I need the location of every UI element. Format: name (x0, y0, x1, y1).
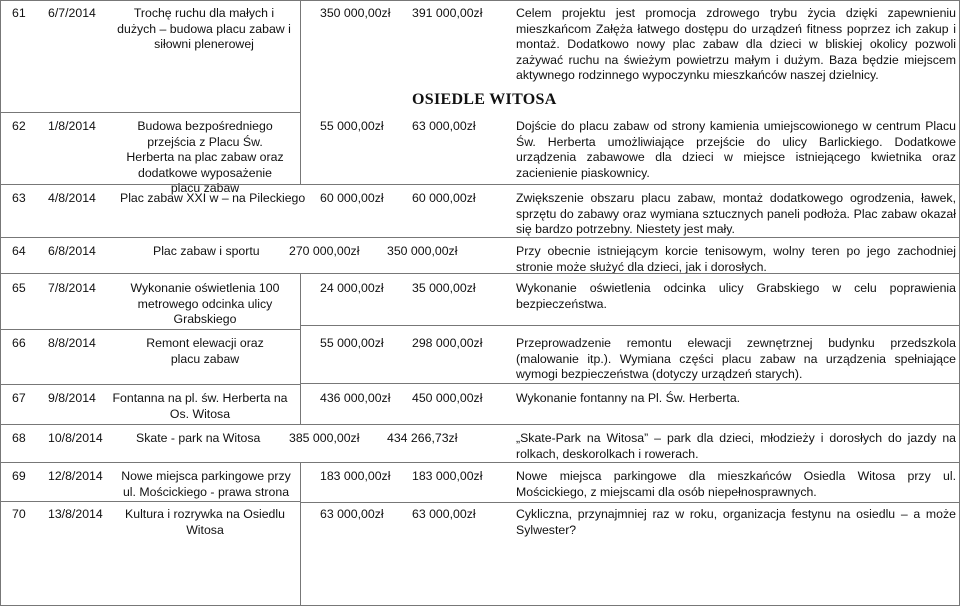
row-date: 9/8/2014 (48, 391, 96, 405)
divider (0, 237, 960, 238)
section-heading: OSIEDLE WITOSA (412, 91, 557, 108)
row-description: Przeprowadzenie remontu elewacji zewnętrznej budynku przedszkola (malowanie itp.). Wymiana części placu zabaw na urządzenia spełniające wymogi bezpieczeństwa (dotyczy urządzeń starych). (516, 336, 956, 381)
row-cost: 24 000,00zł (320, 281, 384, 295)
divider (300, 502, 960, 503)
row-value: 63 000,00zł (412, 507, 476, 521)
row-date: 13/8/2014 (48, 507, 103, 521)
divider (0, 384, 300, 385)
row-cost: 63 000,00zł (320, 507, 384, 521)
divider (0, 273, 960, 274)
row-number: 69 (12, 469, 26, 483)
row-value: 434 266,73zł (387, 431, 458, 445)
row-value: 183 000,00zł (412, 469, 483, 483)
row-cost: 55 000,00zł (320, 119, 384, 133)
divider (0, 501, 300, 502)
row-title: Wykonanie oświetlenia 100 metrowego odcinka ulicy Grabskiego (130, 281, 280, 326)
row-description: Przy obecnie istniejącym korcie tenisowym, wolny teren po jego zachodniej stronie może służyć dla dzieci, jak i dorosłych. (516, 244, 956, 274)
row-description: Wykonanie fontanny na Pl. Św. Herberta. (516, 391, 741, 405)
row-date: 12/8/2014 (48, 469, 103, 483)
row-cost: 436 000,00zł (320, 391, 391, 405)
row-description: Dojście do placu zabaw od strony kamienia umiejscowionego w centrum Placu Św. Herberta umożliwiające przejście do ulicy Barlickiego. Dodatkowe urządzenia zabawowe dla dzieci w miejsce istniejącego kwietnika oraz zacienienie piaskownicy. (516, 119, 956, 180)
row-cost: 270 000,00zł (289, 244, 360, 258)
row-date: 1/8/2014 (48, 119, 96, 133)
divider (0, 112, 300, 113)
row-description: Nowe miejsca parkingowe dla mieszkańców Osiedla Witosa przy ul. Mościckiego, z miejscami dla osób niepełnosprawnych. (516, 469, 956, 499)
row-date: 6/7/2014 (48, 6, 96, 20)
row-number: 62 (12, 119, 26, 133)
row-number: 65 (12, 281, 26, 295)
row-cost: 55 000,00zł (320, 336, 384, 350)
row-number: 67 (12, 391, 26, 405)
row-title: Budowa bezpośredniego przejścia z Placu Św. Herberta na plac zabaw oraz dodatkowe wyposażenie placu zabaw (126, 119, 284, 195)
row-title: Nowe miejsca parkingowe przy ul. Mościckiego - prawa strona (121, 469, 291, 499)
divider (0, 424, 960, 425)
row-title: Remont elewacji oraz placu zabaw (146, 336, 264, 366)
row-cost: 385 000,00zł (289, 431, 360, 445)
row-title: Trochę ruchu dla małych i dużych – budowa placu zabaw i siłowni plenerowej (117, 6, 291, 51)
row-description: „Skate-Park na Witosa” – park dla dzieci, młodzieży i dorosłych do jazdy na rolkach, deskorolkach i rowerach. (516, 431, 956, 461)
row-title: Fontanna na pl. św. Herberta na Os. Witosa (112, 391, 288, 421)
row-description: Cykliczna, przynajmniej raz w roku, organizacja festynu na osiedlu – a może Sylwester? (516, 507, 956, 537)
column-divider (300, 0, 301, 184)
row-value: 350 000,00zł (387, 244, 458, 258)
row-title: Skate - park na Witosa (136, 431, 261, 445)
row-value: 450 000,00zł (412, 391, 483, 405)
divider (300, 383, 960, 384)
row-description: Wykonanie oświetlenia odcinka ulicy Grabskiego w celu poprawienia bezpieczeństwa. (516, 281, 956, 311)
row-date: 7/8/2014 (48, 281, 96, 295)
row-title: Kultura i rozrywka na Osiedlu Witosa (125, 507, 285, 537)
row-cost: 60 000,00zł (320, 191, 384, 205)
row-description: Celem projektu jest promocja zdrowego trybu życia dzięki zapewnieniu mieszkańcom Załęża łatwego dostępu do urządzeń fitness poprzez ich zakup i montaż. Dodatkowo nowy plac zabaw dla dzieci w bliskiej okolicy pozwoli zażywać ruchu na świeżym powietrzu małym i dużym. Baza będzie miejscem aktywnego rodzinnego wypoczynku mieszkańców naszej dzielnicy. (516, 6, 956, 82)
row-title: Plac zabaw XXI w – na Pileckiego (120, 191, 306, 205)
row-title: Plac zabaw i sportu (153, 244, 260, 258)
row-value: 35 000,00zł (412, 281, 476, 295)
row-number: 66 (12, 336, 26, 350)
row-date: 4/8/2014 (48, 191, 96, 205)
row-description: Zwiększenie obszaru placu zabaw, montaż dodatkowego ogrodzenia, ławek, sprzętu do zabawy oraz wymiana sztucznych paneli podłoża. Plac zabaw okazał się bardzo potrzebny. Niestety jest mały. (516, 191, 956, 236)
row-value: 391 000,00zł (412, 6, 483, 20)
divider (0, 462, 960, 463)
row-date: 8/8/2014 (48, 336, 96, 350)
row-number: 68 (12, 431, 26, 445)
divider (0, 184, 960, 185)
divider (300, 325, 960, 326)
row-cost: 350 000,00zł (320, 6, 391, 20)
row-date: 6/8/2014 (48, 244, 96, 258)
row-number: 63 (12, 191, 26, 205)
column-divider (300, 273, 301, 424)
row-date: 10/8/2014 (48, 431, 103, 445)
divider (0, 329, 300, 330)
row-value: 298 000,00zł (412, 336, 483, 350)
row-cost: 183 000,00zł (320, 469, 391, 483)
row-number: 70 (12, 507, 26, 521)
row-number: 64 (12, 244, 26, 258)
row-value: 60 000,00zł (412, 191, 476, 205)
row-number: 61 (12, 6, 26, 20)
column-divider (300, 462, 301, 606)
row-value: 63 000,00zł (412, 119, 476, 133)
